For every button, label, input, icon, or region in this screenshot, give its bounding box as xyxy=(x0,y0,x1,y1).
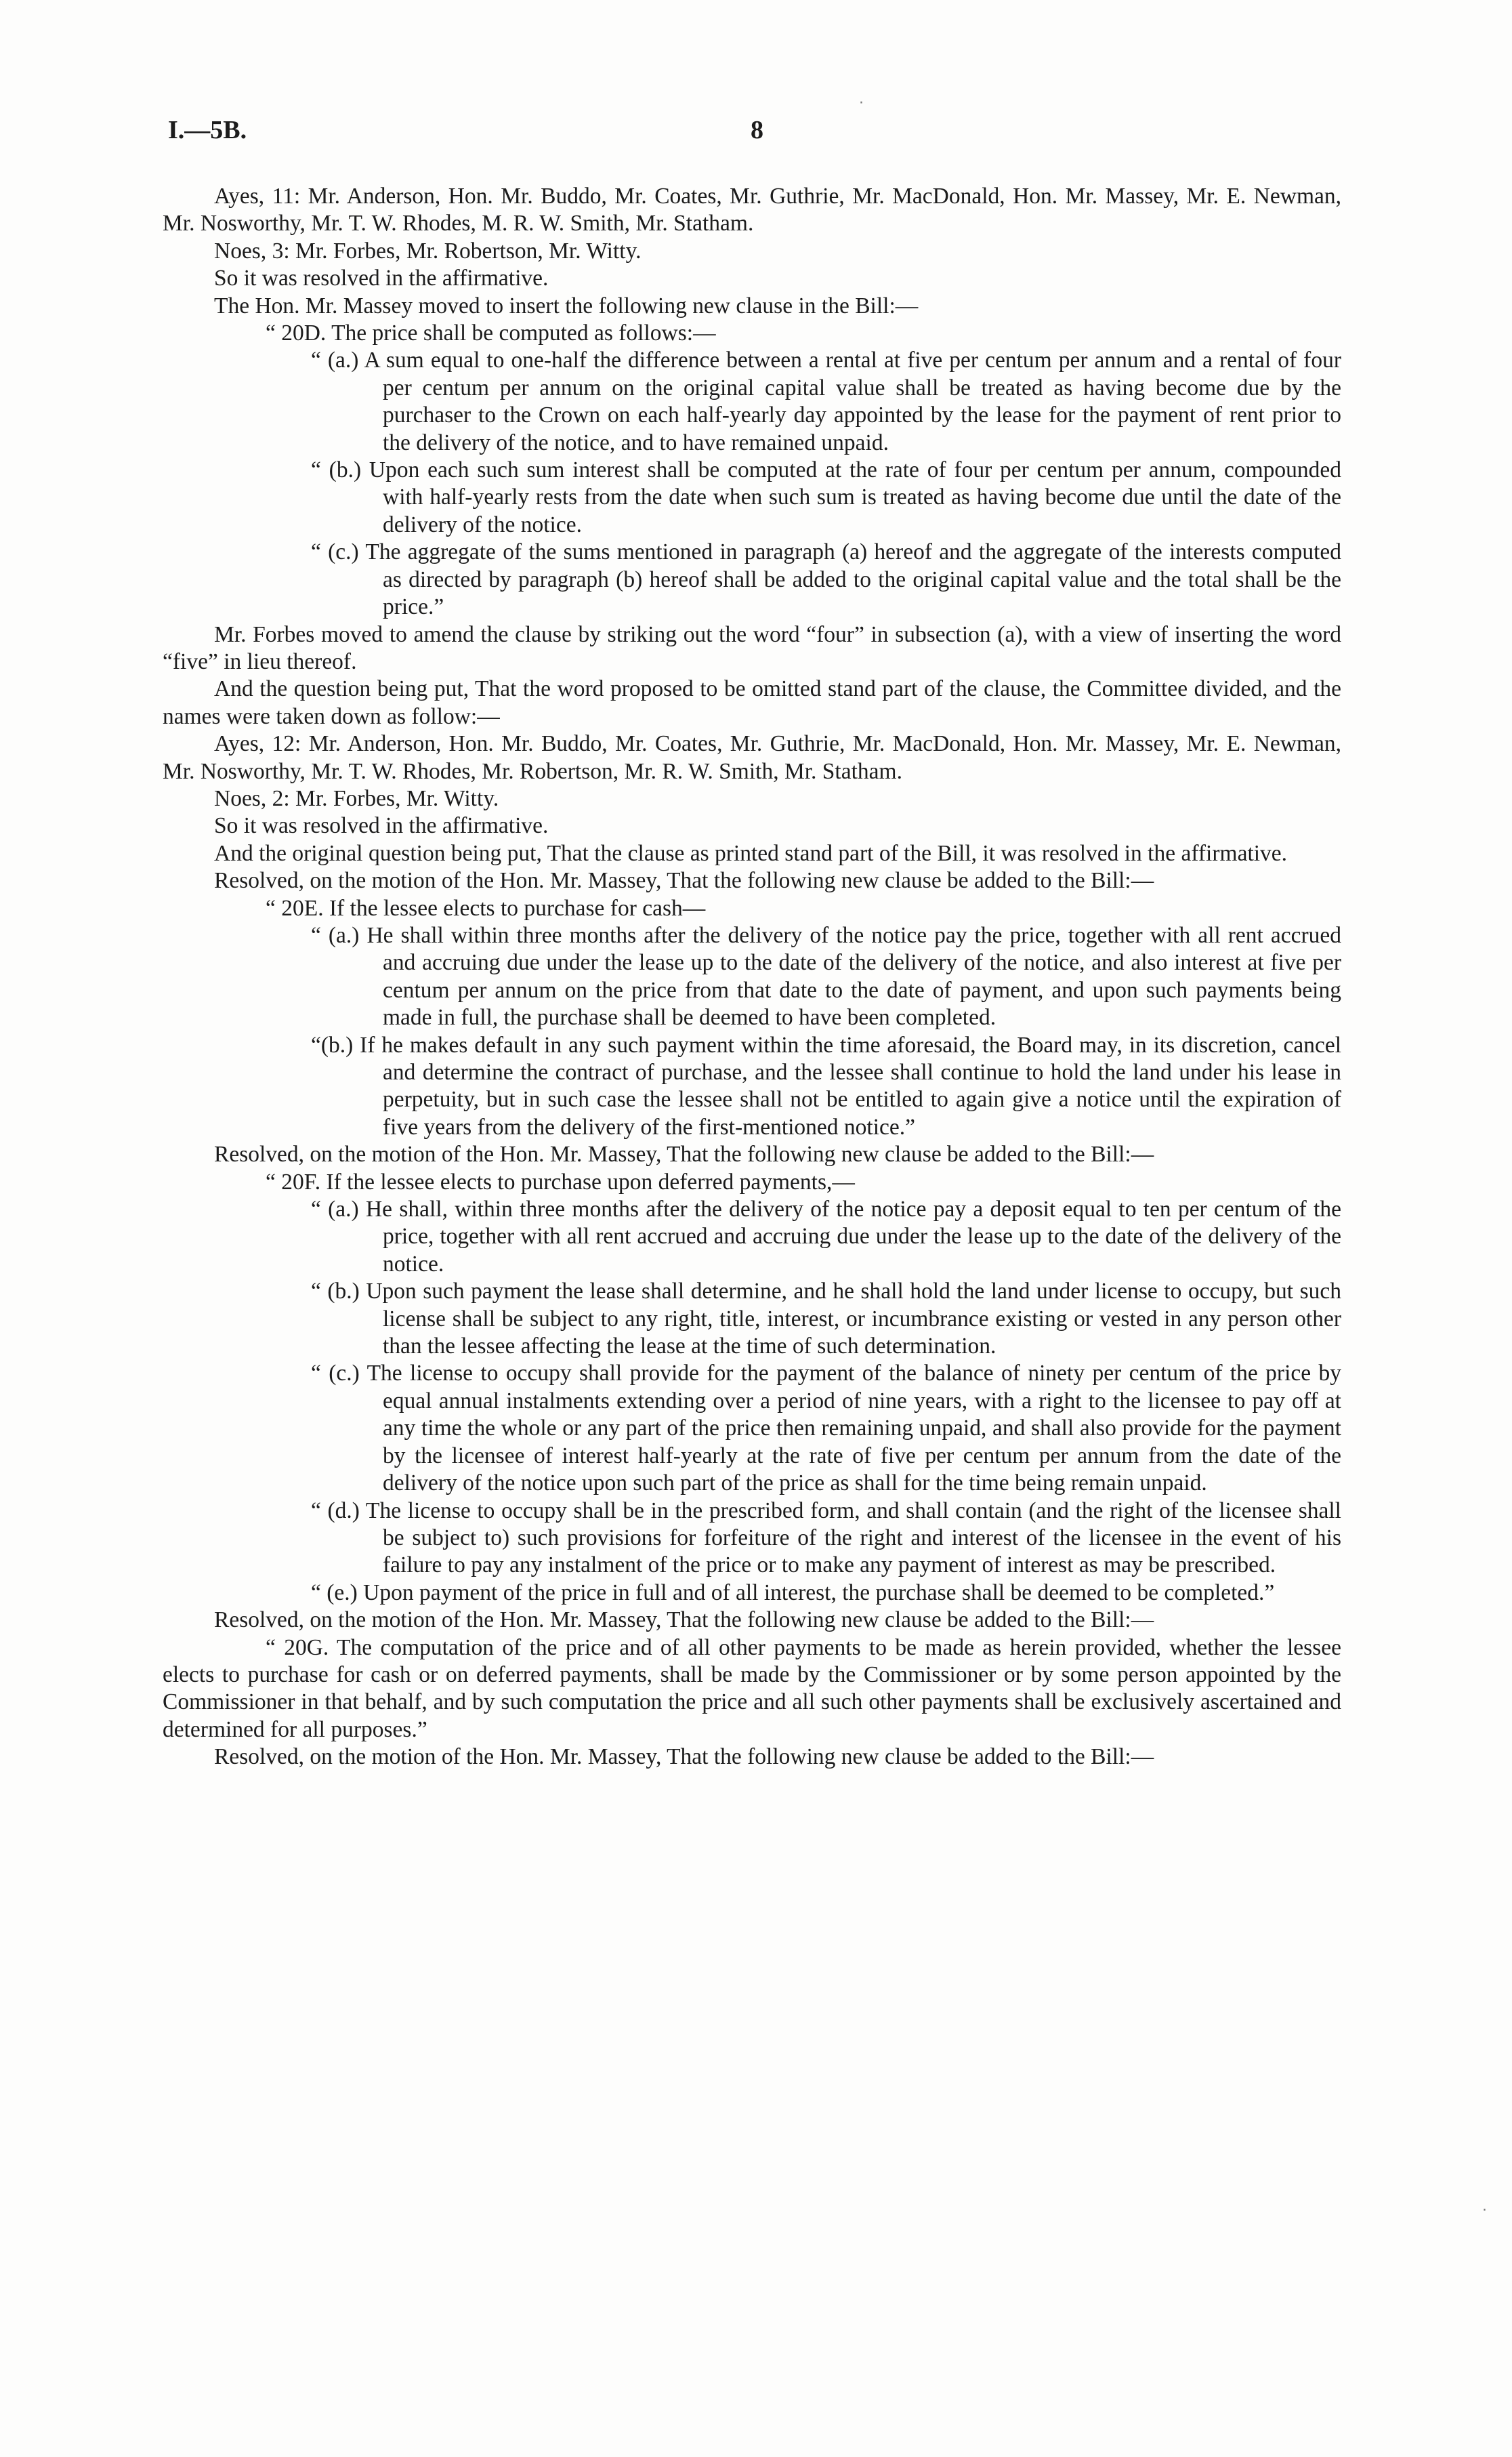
resolution-result: So it was resolved in the affirmative. xyxy=(214,813,549,839)
clause-paragraph: “ (c.) The aggregate of the sums mentioned in paragraph (a) hereof and the aggregate of the interests computed as directed by paragraph (b) hereof shall be added to the original capital value and the total shall be the price.” xyxy=(311,539,1341,620)
page-header xyxy=(168,115,1347,156)
question-text: And the original question being put, That the clause as printed stand part of the Bill, it was resolved in the affirmative. xyxy=(214,840,1288,866)
resolution-text: Resolved, on the motion of the Hon. Mr. Massey, That the following new clause be added to the Bill:— xyxy=(214,1142,1154,1168)
clause-paragraph: “ (a.) He shall within three months after the delivery of the notice pay the price, together with all rent accrued and accruing due under the lease up to the date of the delivery of the notice, and also interest at five per centum per annum on the price from that date to the date of payment, and upon such payments being made in full, the purchase shall be deemed to have been completed. xyxy=(311,922,1341,1031)
resolution-result: So it was resolved in the affirmative. xyxy=(214,266,549,291)
division-ayes: Ayes, 11: Mr. Anderson, Hon. Mr. Buddo, Mr. Coates, Mr. Guthrie, Mr. MacDonald, Hon. Mr. Massey, Mr. E. Newman, Mr. Nosworthy, Mr. T. W. Rhodes, M. R. W. Smith, Mr. Statham. xyxy=(163,184,1341,236)
clause-paragraph: “ (b.) Upon each such sum interest shall be computed at the rate of four per centum per annum, compounded with half-yearly rests from the date when such sum is treated as having become due until the date of the delivery of the notice. xyxy=(311,457,1341,537)
clause-paragraph: “ (a.) He shall, within three months after the delivery of the notice pay a deposit equal to ten per centum of the price, together with all rent accrued and accruing due under the lease up to the date of the delivery of the notice. xyxy=(311,1197,1341,1277)
clause-paragraph: “ (b.) Upon such payment the lease shall determine, and he shall hold the land under license to occupy, but such license shall be subject to any right, title, interest, or incumbrance existing or vested in any person other than the lessee affecting the lease at the time of such determination. xyxy=(311,1279,1341,1359)
document-body xyxy=(163,183,1341,1771)
division-noes: Noes, 2: Mr. Forbes, Mr. Witty. xyxy=(214,785,499,811)
clause-heading: “ 20D. The price shall be computed as follows:— xyxy=(266,321,716,346)
clause-paragraph: “ (d.) The license to occupy shall be in the prescribed form, and shall contain (and the right of the licensee shall be subject to) such provisions for forfeiture of the right and interest of the licensee in the event of his failure to pay any instalment of the price or to make any payment of interest as may be prescribed. xyxy=(311,1498,1341,1578)
clause-paragraph: “ (a.) A sum equal to one-half the difference between a rental at five per centum per annum and a rental of four per centum per annum on the original capital value shall be treated as having become due by the purchaser to the Crown on each half-yearly day appointed by the lease for the payment of rent prior to the delivery of the notice, and to have remained unpaid. xyxy=(311,348,1341,455)
division-ayes: Ayes, 12: Mr. Anderson, Hon. Mr. Buddo, Mr. Coates, Mr. Guthrie, Mr. MacDonald, Hon. Mr. Massey, Mr. E. Newman, Mr. Nosworthy, Mr. T. W. Rhodes, Mr. Robertson, Mr. R. W. Smith, Mr. Statham. xyxy=(163,731,1341,784)
resolution-text: Resolved, on the motion of the Hon. Mr. Massey, That the following new clause be added to the Bill:— xyxy=(214,1607,1154,1633)
clause-heading: “ 20G. The computation of the price and of all other payments to be made as herein provided, whether the lessee elects to purchase for cash or on deferred payments, shall be made by the Commissioner or by some person appointed by the Commissioner in that behalf, and by such computation the price and all such other payments shall be exclusively ascertained and determined for all purposes.” xyxy=(163,1634,1341,1742)
document-reference: I.—5B. xyxy=(168,116,247,144)
scan-speck: · xyxy=(1482,2202,1487,2219)
clause-paragraph: “(b.) If he makes default in any such payment within the time aforesaid, the Board may, in its discretion, cancel and determine the contract of purchase, and the lessee shall continue to hold the land under his lease in perpetuity, but in such case the lessee shall not be entitled to again give a notice until the expiration of five years from the delivery of the first-mentioned notice.” xyxy=(311,1032,1341,1140)
page-number: 8 xyxy=(751,116,763,144)
clause-heading: “ 20E. If the lessee elects to purchase for cash— xyxy=(266,895,706,921)
resolution-text: Resolved, on the motion of the Hon. Mr. Massey, That the following new clause be added to the Bill:— xyxy=(214,868,1154,894)
amendment-text: Mr. Forbes moved to amend the clause by striking out the word “four” in subsection (a), with a view of inserting the word “five” in lieu thereof. xyxy=(163,621,1341,674)
motion-text: The Hon. Mr. Massey moved to insert the following new clause in the Bill:— xyxy=(214,293,919,318)
scan-speck: · xyxy=(859,95,864,112)
clause-paragraph: “ (c.) The license to occupy shall provide for the payment of the balance of ninety per centum of the price by equal annual instalments extending over a period of nine years, with a right to the licensee to pay off at any time the whole or any part of the price then remaining unpaid, and shall also provide for the payment by the licensee of interest half-yearly at the rate of five per centum per annum from the date of the delivery of the notice upon such part of the price as shall for the time being remain unpaid. xyxy=(311,1361,1341,1496)
resolution-text: Resolved, on the motion of the Hon. Mr. Massey, That the following new clause be added to the Bill:— xyxy=(214,1744,1154,1770)
clause-heading: “ 20F. If the lessee elects to purchase upon deferred payments,— xyxy=(266,1169,855,1195)
clause-paragraph: “ (e.) Upon payment of the price in full and of all interest, the purchase shall be deemed to be completed.” xyxy=(311,1580,1275,1605)
division-noes: Noes, 3: Mr. Forbes, Mr. Robertson, Mr. Witty. xyxy=(214,238,642,264)
question-text: And the question being put, That the word proposed to be omitted stand part of the clause, the Committee divided, and the names were taken down as follow:— xyxy=(163,676,1341,729)
